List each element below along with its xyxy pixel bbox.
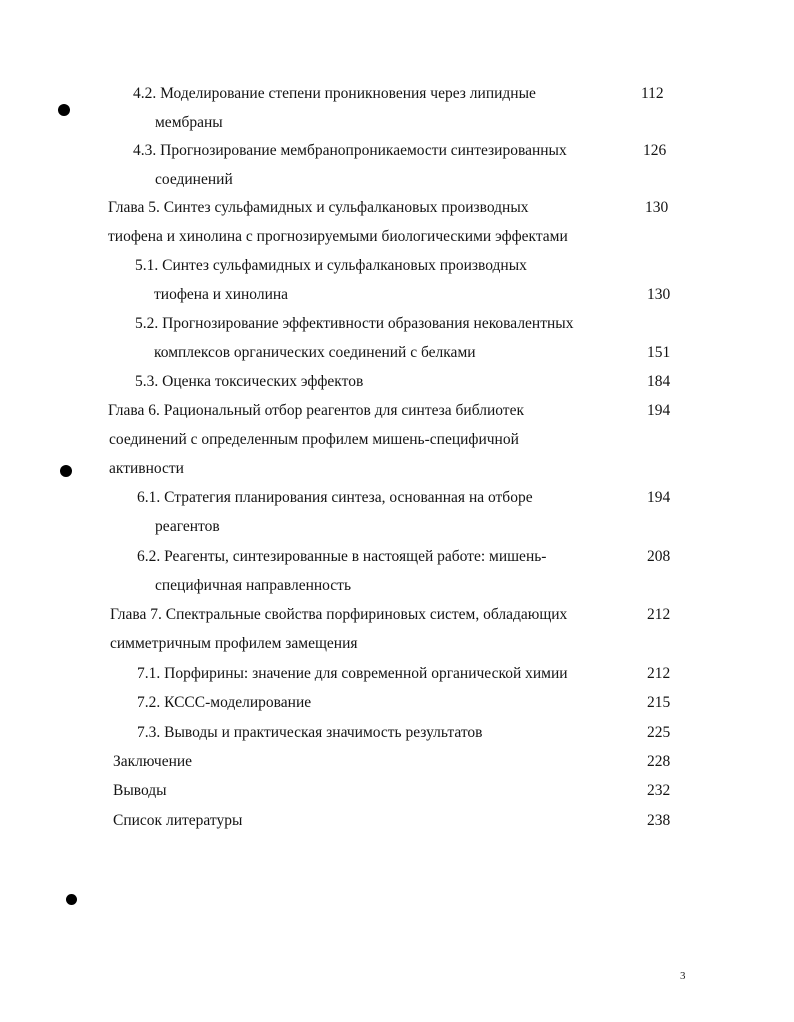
toc-entry-6-1-line-2: реагентов <box>155 518 220 535</box>
toc-entry-4-3-line-2: соединений <box>155 171 233 188</box>
toc-chapter-6-page: 194 <box>647 402 671 419</box>
toc-entry-5-1-line-1: 5.1. Синтез сульфамидных и сульфалкановых производных <box>135 257 527 274</box>
toc-conclusion: Заключение <box>113 753 193 770</box>
punch-hole-mark <box>66 894 77 905</box>
toc-entry-7-2-page: 215 <box>647 694 671 711</box>
toc-entry-7-2-line-1: 7.2. КССС-моделирование <box>137 694 312 711</box>
toc-entry-4-3-line-1: 4.3. Прогнозирование мембранопроникаемости синтезированных <box>133 142 567 159</box>
toc-entry-6-2-line-1: 6.2. Реагенты, синтезированные в настоящей работе: мишень- <box>137 548 547 565</box>
toc-entry-5-3-line-1: 5.3. Оценка токсических эффектов <box>135 373 364 390</box>
toc-entry-4-2-page: 112 <box>641 85 664 102</box>
toc-chapter-6-line-1: Глава 6. Рациональный отбор реагентов для синтеза библиотек <box>108 402 524 419</box>
toc-chapter-7-line-1: Глава 7. Спектральные свойства порфириновых систем, обладающих <box>110 606 568 623</box>
punch-hole-mark <box>58 104 70 116</box>
toc-chapter-5-line-1: Глава 5. Синтез сульфамидных и сульфалкановых производных <box>108 199 529 216</box>
toc-entry-5-1-line-2: тиофена и хинолина <box>154 286 289 303</box>
toc-entry-5-2-line-2: комплексов органических соединений с белками <box>154 344 476 361</box>
toc-entry-5-2-line-1: 5.2. Прогнозирование эффективности образования нековалентных <box>135 315 574 332</box>
toc-entry-7-1-page: 212 <box>647 665 671 682</box>
toc-chapter-7-line-2: симметричным профилем замещения <box>110 635 358 652</box>
toc-chapter-5-line-2: тиофена и хинолина с прогнозируемыми биологическими эффектами <box>108 228 568 245</box>
toc-entry-7-3-line-1: 7.3. Выводы и практическая значимость результатов <box>137 724 483 741</box>
toc-findings: Выводы <box>113 782 167 799</box>
toc-entry-4-2-line-2: мембраны <box>155 114 223 131</box>
toc-entry-6-2-page: 208 <box>647 548 671 565</box>
toc-entry-5-3-page: 184 <box>647 373 671 390</box>
toc-entry-4-3-page: 126 <box>643 142 667 159</box>
toc-findings-page: 232 <box>647 782 671 799</box>
toc-references-page: 238 <box>647 812 671 829</box>
toc-chapter-6-line-2: соединений с определенным профилем мишень-специфичной <box>109 431 519 448</box>
toc-chapter-7-page: 212 <box>647 606 671 623</box>
toc-chapter-6-line-3: активности <box>109 460 184 477</box>
toc-entry-6-2-line-2: специфичная направленность <box>155 577 352 594</box>
toc-entry-6-1-page: 194 <box>647 489 671 506</box>
toc-conclusion-page: 228 <box>647 753 671 770</box>
toc-references: Список литературы <box>113 812 243 829</box>
toc-chapter-5-page: 130 <box>645 199 669 216</box>
toc-entry-7-1-line-1: 7.1. Порфирины: значение для современной органической химии <box>137 665 568 682</box>
punch-hole-mark <box>60 465 72 477</box>
page-number: 3 <box>680 970 686 982</box>
toc-entry-7-3-page: 225 <box>647 724 671 741</box>
toc-entry-5-1-page: 130 <box>647 286 671 303</box>
toc-entry-5-2-page: 151 <box>647 344 671 361</box>
toc-entry-4-2-line-1: 4.2. Моделирование степени проникновения через липидные <box>133 85 536 102</box>
toc-entry-6-1-line-1: 6.1. Стратегия планирования синтеза, основанная на отборе <box>137 489 533 506</box>
